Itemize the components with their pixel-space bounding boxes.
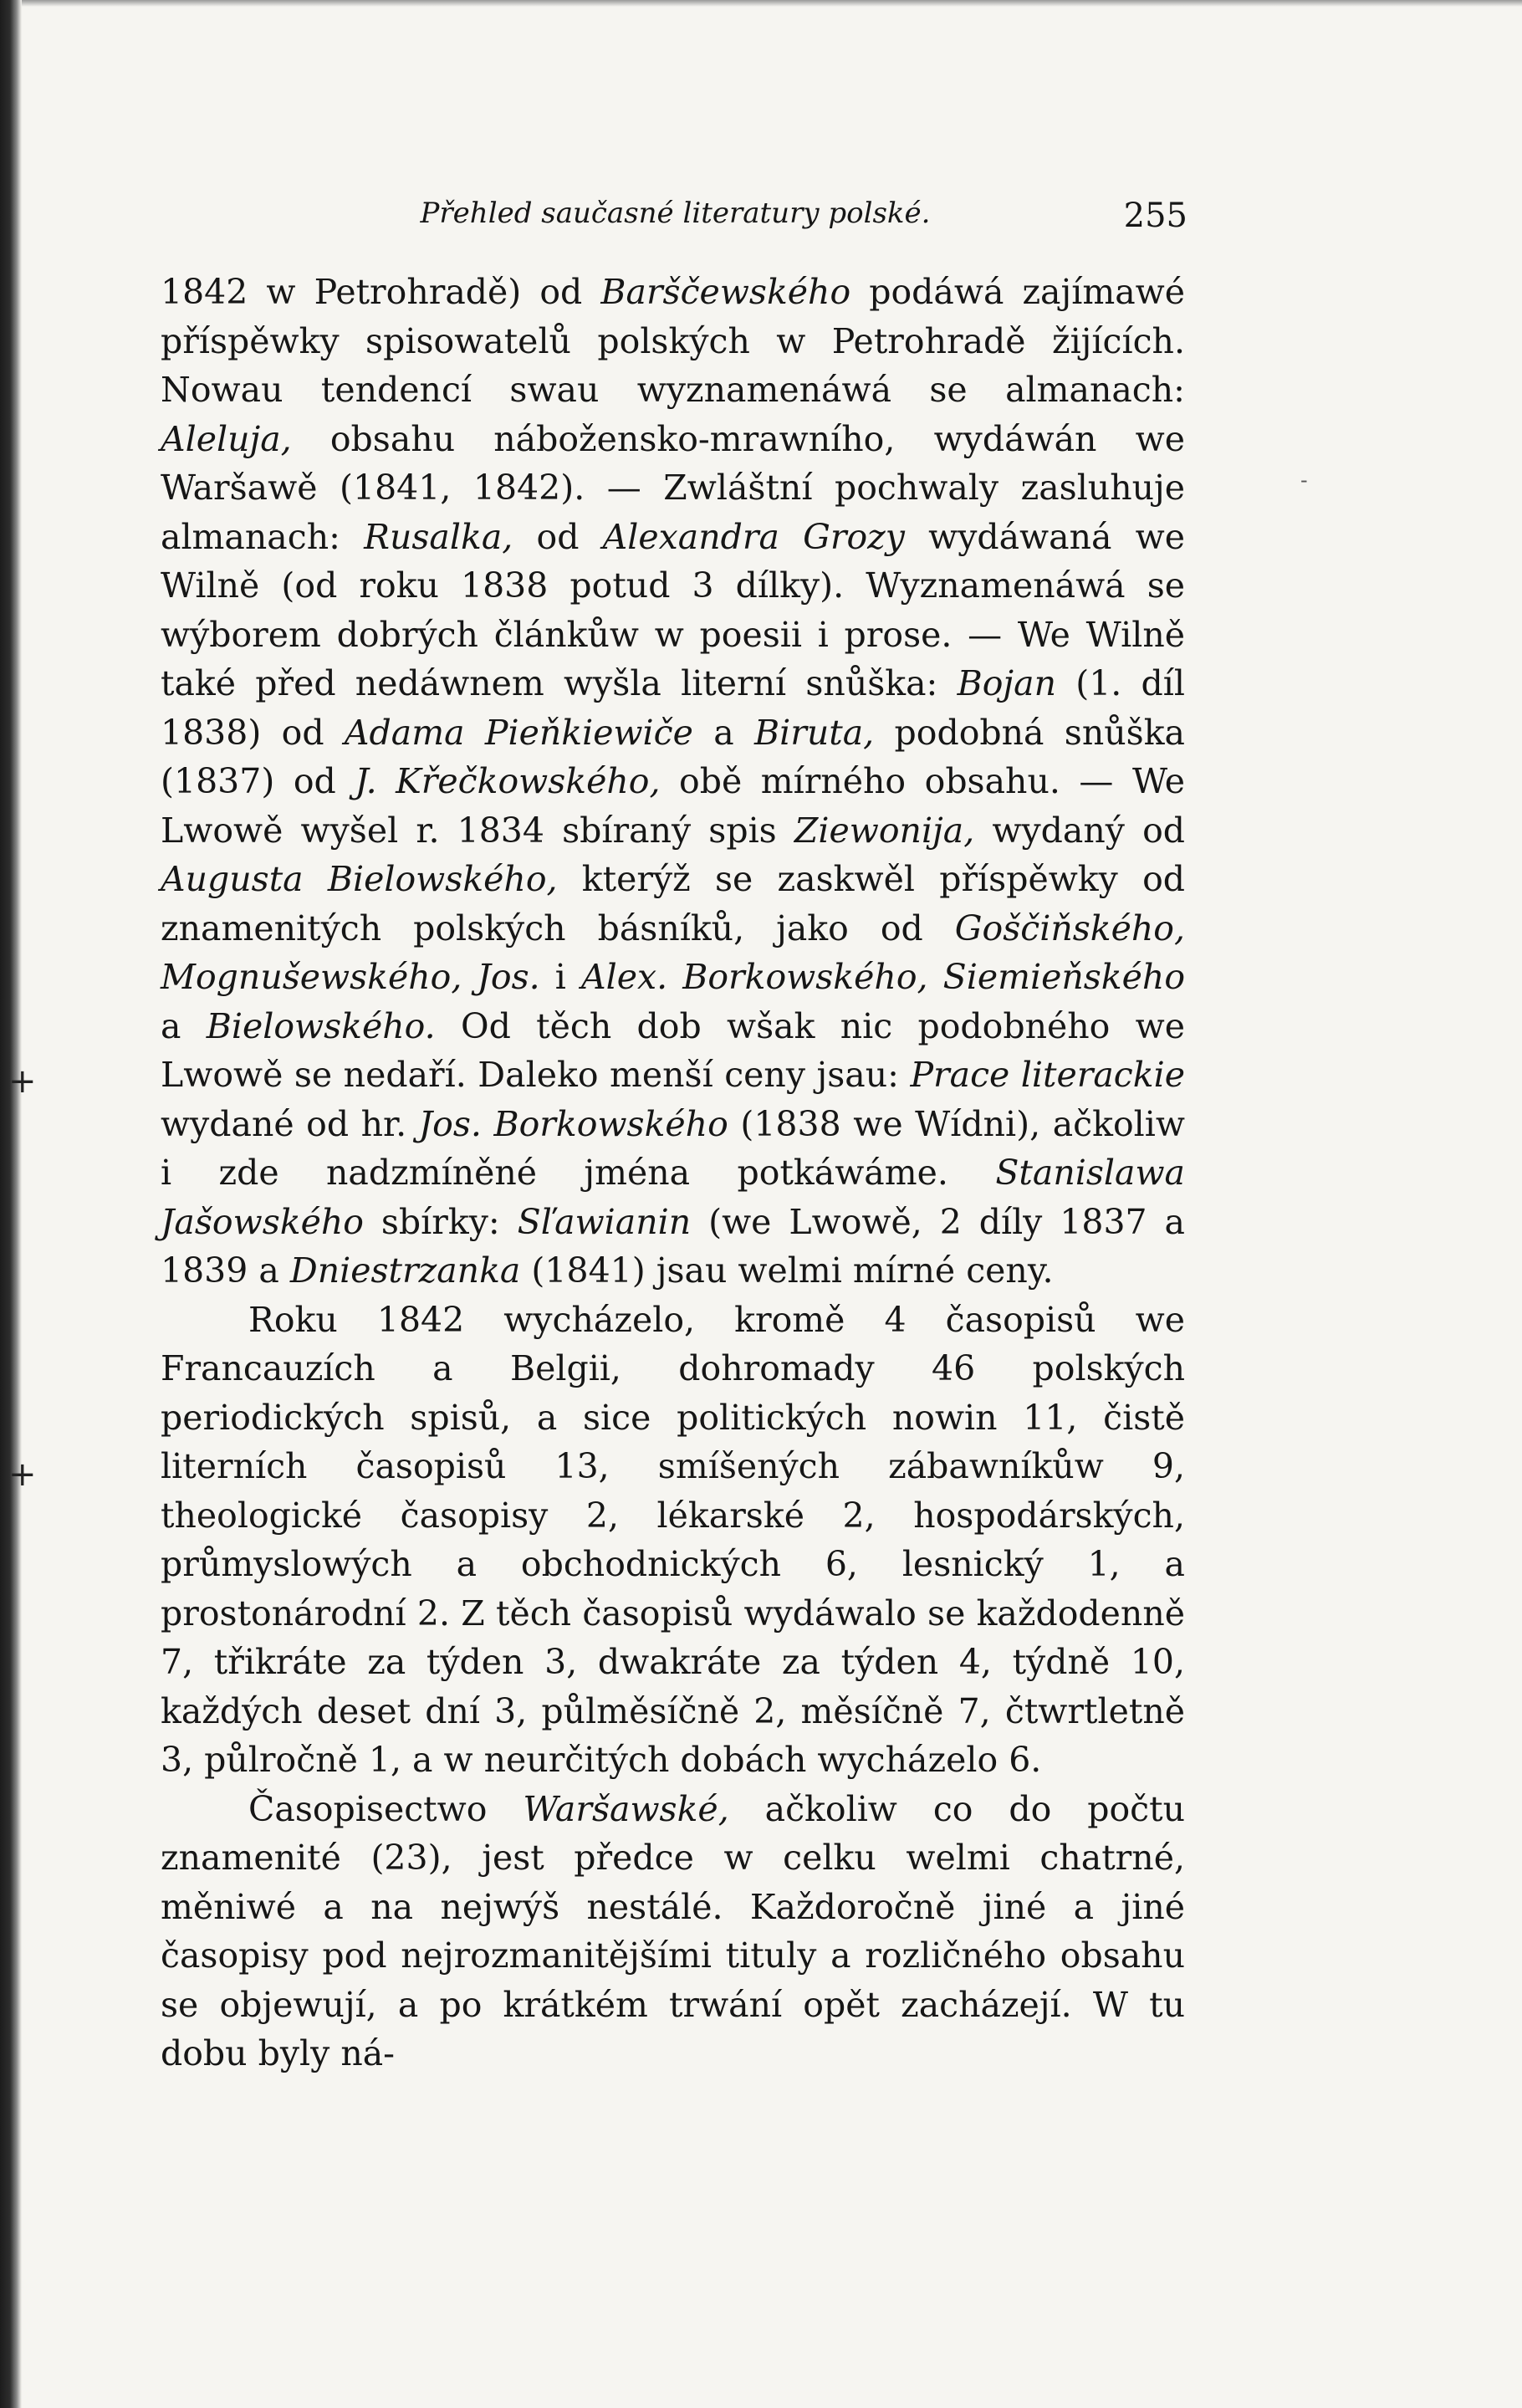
margin-mark: + bbox=[8, 1062, 37, 1101]
italic-text: Stanislawa Jašowského bbox=[161, 1153, 1185, 1242]
text-run: podáwá zajímawé příspěwky spisowatelů polských w Petrohradě žijících. Nowau tendencí swau wyznamenáwá se almanach: bbox=[161, 272, 1186, 410]
scan-edge-left bbox=[0, 0, 22, 2408]
text-run: Časopisectwo bbox=[248, 1788, 524, 1829]
italic-text: Waršawské, bbox=[523, 1788, 729, 1829]
text-run: (1841) jsau welmi mírné ceny. bbox=[520, 1250, 1054, 1291]
scan-edge-top bbox=[22, 0, 1522, 7]
text-run: sbírky: bbox=[363, 1201, 518, 1242]
text-run: wydaný od bbox=[974, 810, 1186, 851]
italic-text: Adama Pieňkiewiče bbox=[344, 712, 693, 753]
italic-text: J. Křečkowského, bbox=[355, 761, 661, 801]
margin-mark: + bbox=[8, 1455, 37, 1494]
text-run: (we Lwowě, 2 díly 1837 a 1839 a bbox=[161, 1201, 1185, 1291]
text-run: a bbox=[161, 1005, 207, 1046]
italic-text: Jos. Borkowského bbox=[418, 1103, 728, 1144]
text-run: obsahu nábožensko-mrawního, wydáwán we Waršawě (1841, 1842). — Zwláštní pochwaly zasluhuje almanach: bbox=[161, 418, 1185, 557]
text-run: a bbox=[692, 712, 754, 753]
text-run: (1838 we Wídni), ačkoliw i zde nadzmíněné jména potkáwáme. bbox=[161, 1103, 1185, 1193]
italic-text: Augusta Bielowského, bbox=[161, 859, 558, 899]
italic-text: Dniestrzanka bbox=[289, 1250, 521, 1291]
text-run: Roku 1842 wycházelo, kromě 4 časopisů we Francauzích a Belgii, dohromady 46 polských periodických spisů, a sice politických nowin 11, čistě literních časopisů 13, smíšených zábawníkůw 9, theologické časopisy 2, lékarské 2, hospodárských, průmyslowých a obchodnických 6, lesnický 1, a prostonárodní 2. Z těch časopisů wydáwalo se každodenně 7, třikráte za týden 3, dwakráte za týden 4, týdně 10, každých deset dní 3, půlměsíčně 2, měsíčně 7, čtwrtletně 3, půlročně 1, a w neurčitých dobách wycházelo 6. bbox=[161, 1299, 1185, 1780]
text-run: podobná snůška (1837) od bbox=[161, 712, 1185, 801]
italic-text: Goščiňského, Mognušewského, Jos. bbox=[161, 907, 1185, 997]
italic-text: Alex. Borkowského, Siemieňského bbox=[581, 957, 1185, 997]
text-run: od bbox=[513, 516, 603, 557]
italic-text: Alexandra Grozy bbox=[602, 516, 905, 557]
paragraph bbox=[161, 1296, 1185, 1785]
text-run: kterýž se zaskwěl příspěwky od znamenitých polských básníků, jako od bbox=[161, 859, 1185, 948]
italic-text: Ziewonija, bbox=[794, 810, 975, 851]
running-title: Přehled saučasné literatury polské. bbox=[420, 197, 931, 230]
body-text bbox=[161, 268, 1185, 2078]
italic-text: Aleluja, bbox=[161, 418, 292, 459]
italic-text: Rusalka, bbox=[364, 516, 513, 557]
text-run: Od těch dob wšak nic podobného we Lwowě se nedaří. Daleko menší ceny jsau: bbox=[161, 1005, 1185, 1095]
text-run: wydané od hr. bbox=[161, 1103, 419, 1144]
page-number: 255 bbox=[1123, 197, 1187, 235]
text-run: obě mírného obsahu. — We Lwowě wyšel r. 1834 sbíraný spis bbox=[161, 761, 1186, 851]
text-run: wydáwaná we Wilně (od roku 1838 potud 3 dílky). Wyznamenáwá se wýborem dobrých článkůw w poesii i prose. — We Wilně také před nedáwnem wyšla literní snůška: bbox=[161, 516, 1185, 703]
page-header bbox=[163, 197, 1187, 243]
italic-text: Biruta, bbox=[754, 712, 875, 753]
paragraph bbox=[161, 1785, 1185, 2078]
paragraph bbox=[161, 268, 1185, 1296]
italic-text: Prace literackie bbox=[910, 1055, 1185, 1095]
text-run: i bbox=[539, 957, 581, 997]
italic-text: Bojan bbox=[957, 663, 1056, 703]
text-run: ačkoliw co do počtu znamenité (23), jest předce w celku welmi chatrné, měniwé a na nejwýš nestálé. Každoročně jiné a jiné časopisy pod nejrozmanitějšími tituly a rozličného obsahu se objewují, a po krátkém trwání opět zacházejí. W tu dobu byly ná- bbox=[161, 1788, 1185, 2073]
italic-text: Sľawianin bbox=[517, 1201, 692, 1242]
text-run: (1. díl 1838) od bbox=[161, 663, 1185, 753]
italic-text: Bielowského. bbox=[206, 1005, 436, 1046]
margin-mark: - bbox=[1300, 468, 1308, 492]
italic-text: Barščewského bbox=[600, 272, 851, 312]
text-run: 1842 w Petrohradě) od bbox=[161, 272, 601, 312]
